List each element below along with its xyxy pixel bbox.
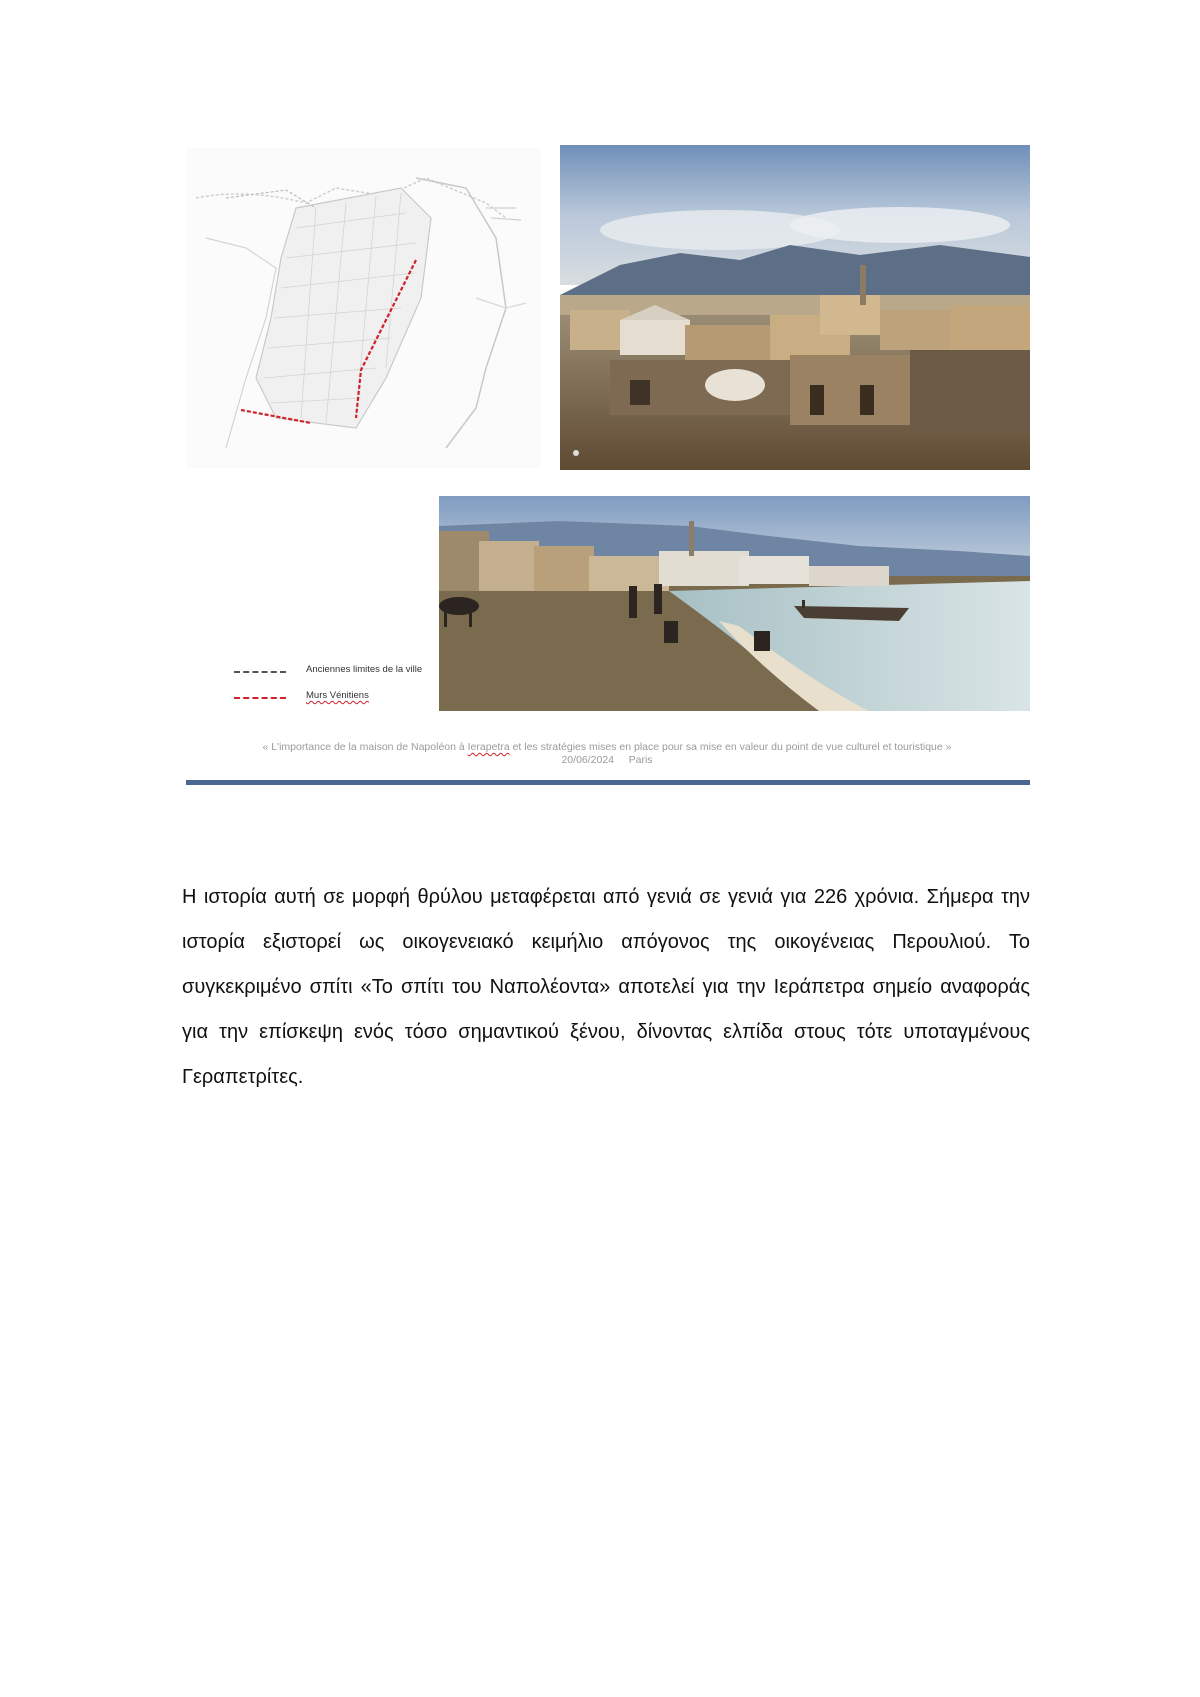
old-town-map	[186, 148, 541, 468]
horizontal-divider	[186, 780, 1030, 785]
figure-panel	[182, 140, 1032, 766]
legend-item-venetian-walls	[234, 691, 434, 717]
town-photograph	[560, 145, 1030, 470]
body-paragraph: Η ιστορία αυτή σε μορφή θρύλου μεταφέρεται από γενιά σε γενιά για 226 χρόνια. Σήμερα την ιστορία εξιστορεί ως οικογενειακό κειμήλιο απόγονος της οικογένειας Περουλιού. Το συγκεκριμένο σπίτι «Το σπίτι του Ναπολέοντα» αποτελεί για την Ιεράπετρα σημείο αναφοράς για την επίσκεψη ενός τόσο σημαντικού ξένου, δίνοντας ελπίδα στους τότε υποταγμένους Γεραπετρίτες.	[182, 886, 1030, 1088]
caption-text: « L'importance de la maison de Napoléon à	[262, 741, 468, 753]
legend-label: Anciennes limites de la ville	[306, 664, 423, 675]
caption-title	[182, 741, 1032, 754]
red-dashed-line-icon	[234, 697, 286, 699]
caption-text: et les stratégies mises en place pour sa mise en valeur du point de vue culturel et touristique »	[509, 741, 952, 753]
beach-photograph	[439, 496, 1030, 711]
figure-caption	[182, 741, 1032, 767]
map-legend	[234, 665, 434, 717]
caption-date-place: 20/06/2024 Paris	[561, 754, 653, 766]
legend-item-old-limits	[234, 665, 434, 691]
legend-label: Murs Vénitiens	[306, 690, 369, 701]
caption-underlined-word: Ierapetra	[467, 741, 510, 753]
gray-dashed-line-icon	[234, 671, 286, 673]
